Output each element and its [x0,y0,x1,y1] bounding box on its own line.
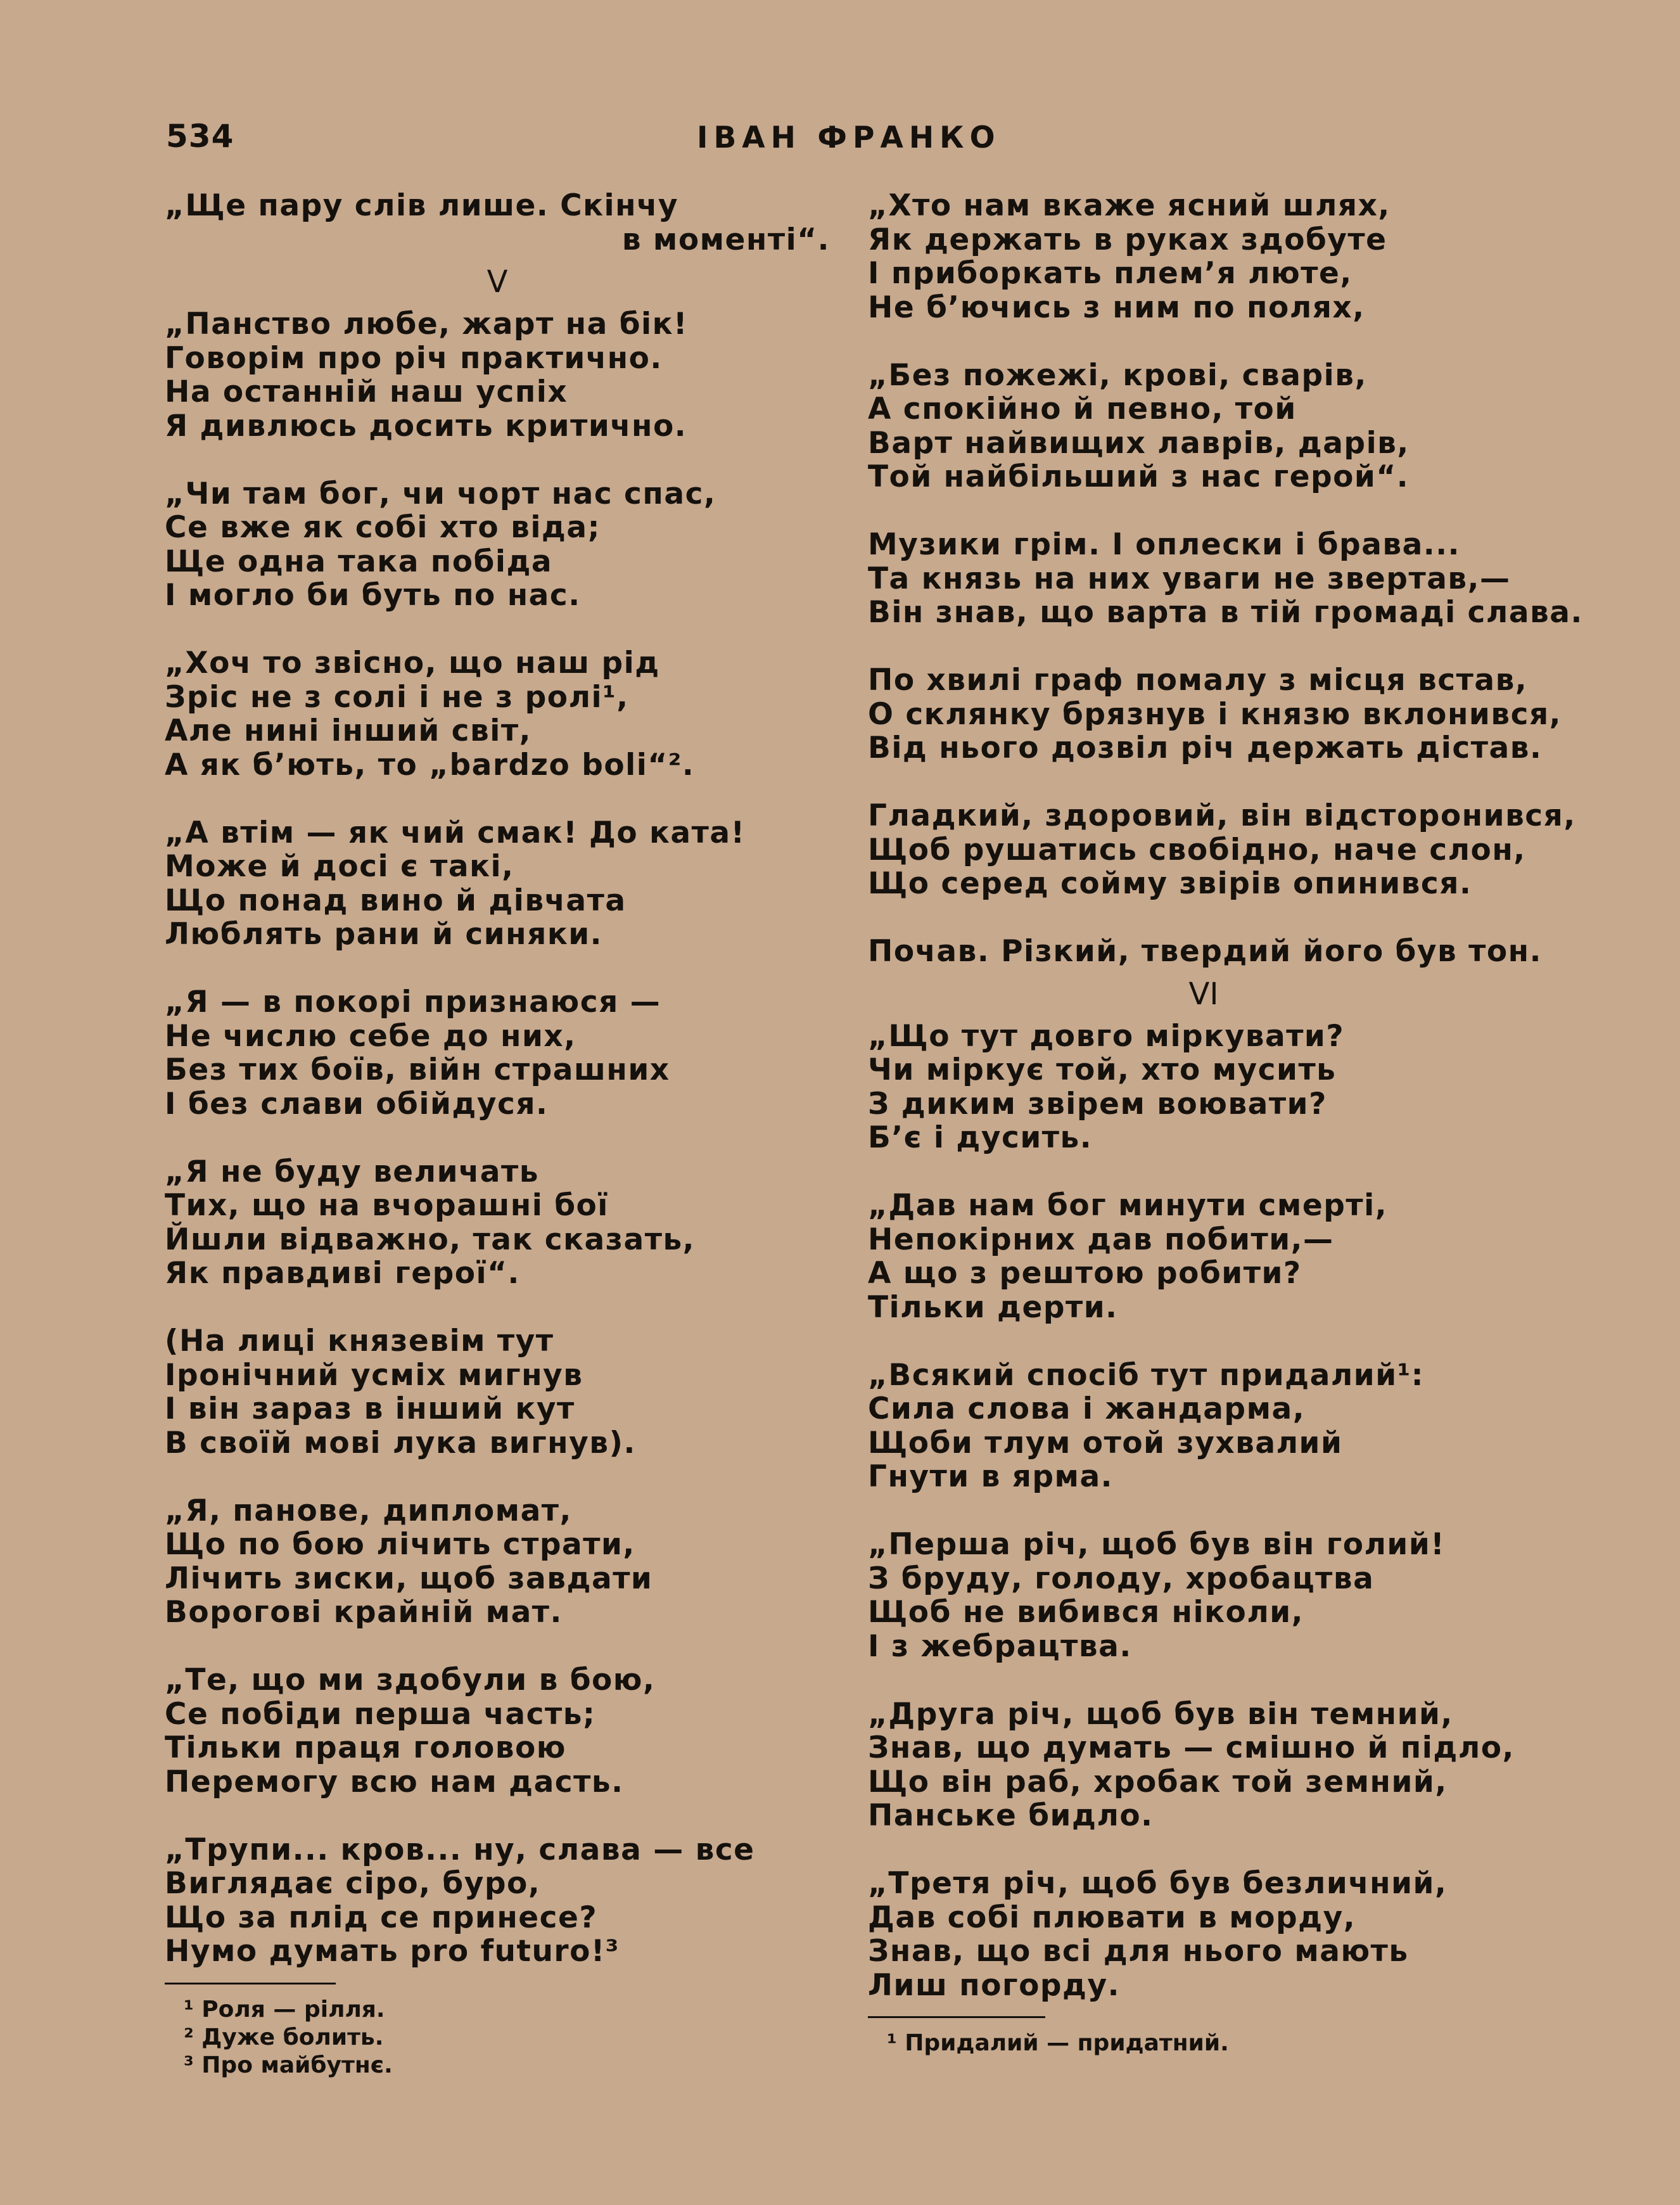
verse-line: І з жебрацтва. [868,1628,1132,1664]
verse-line: „Чи там бог, чи чорт нас спас, [165,476,716,511]
verse-line: Люблять рани й синяки. [165,917,603,952]
verse-line: Як держать в руках здобуте [868,222,1387,257]
verse-line: Знав, що думать — смішно й підло, [868,1730,1515,1765]
stanza [868,1697,1539,1833]
verse-line: Що понад вино й дівчата [165,883,627,918]
verse-line: Лиш погорду. [868,1967,1120,2003]
stanza [165,307,830,443]
verse-line: Ще одна така побіда [165,544,553,579]
verse-line: „Без пожежі, крові, сварів, [868,357,1367,393]
verse-line: Ворогові крайній мат. [165,1595,563,1630]
verse-line: Виглядає сіро, буро, [165,1866,541,1901]
verse-line: На останній наш успіх [165,374,568,409]
stanza [165,477,830,613]
verse-line: Знав, що всі для нього мають [868,1934,1409,1969]
footnote: ² Дуже болить. [184,2024,384,2050]
stanza [868,1358,1539,1494]
footnote-divider [868,2016,1045,2018]
verse-line: Сила слова і жандарма, [868,1391,1306,1426]
verse-line: Та князь на них уваги не звертав,— [868,561,1511,596]
verse-line: „Те, що ми здобули в бою, [165,1663,656,1697]
verse-line: І без слави обійдуся. [165,1086,549,1122]
stanza [868,663,1562,765]
verse-line: „А втім — як чий смак! До ката! [165,815,746,850]
verse-line: Говорім про річ практично. [165,340,663,376]
stanza [868,527,1583,630]
stanza [165,985,830,1121]
verse-line: Тільки дерти. [868,1289,1118,1325]
verse-line: „Дав нам бог минути смерті, [868,1188,1388,1223]
verse-line: „Друга річ, щоб був він темний, [868,1696,1453,1732]
verse-line: В своїй мові лука вигнув). [165,1425,636,1460]
verse-line: Гладкий, здоровий, він відсторонився, [868,798,1576,833]
verse-line: Щоб не вибився ніколи, [868,1595,1304,1630]
verse-line: Я дивлюсь досить критично. [165,408,687,444]
verse-line: Без тих боїв, війн страшних [165,1052,670,1087]
footnote: ³ Про майбутнє. [184,2052,393,2078]
verse-line: І могло би буть по нас. [165,578,581,613]
running-title: ІВАН ФРАНКО [697,120,1001,155]
verse-line: Від нього дозвіл річ держать дістав. [868,731,1543,765]
verse-line: А що з рештою робити? [868,1256,1302,1291]
verse-line: в моменті“. [621,222,830,257]
stanza [868,798,1576,901]
verse-line: Дав собі плювати в морду, [868,1900,1356,1935]
stanza [165,1663,830,1799]
verse-line: Се вже як собі хто віда; [165,510,601,545]
verse-line: Як правдиві герої“. [165,1256,520,1291]
verse-line: Непокірних дав побити,— [868,1222,1334,1257]
verse-line: Що він раб, хробак той земний, [868,1764,1448,1799]
right-column [868,188,1583,2057]
stanza [868,1528,1539,1663]
verse-line: „Я — в покорі признаюся — [165,985,661,1019]
stanza [165,1833,830,1969]
verse-line: І він зараз в інший кут [165,1391,575,1426]
stanza [868,1867,1539,2002]
verse-line: Панське бидло. [868,1798,1154,1833]
page-header [0,118,1680,162]
verse-line: Не б’ючись з ним по полях, [868,290,1365,325]
section-number: VI [1188,976,1219,1012]
verse-line: Нумо думать pro futuro!³ [165,1934,620,1969]
verse-line: З диким звірем воювати? [868,1086,1327,1122]
verse-line: Той найбільший з нас герой“. [868,459,1410,494]
footnotes [165,1996,830,2080]
stanza [868,359,1539,494]
verse-line: „Всякий спосіб тут придалий¹: [868,1357,1425,1393]
section-number: V [487,264,508,300]
verse-line: Перемогу всю нам дасть. [165,1764,624,1799]
verse-line: І приборкать плем’я люте, [868,256,1352,291]
stanza [165,646,830,782]
verse-line: Що за плід се принесе? [165,1900,598,1935]
verse-line: Не числю себе до них, [165,1018,576,1054]
stanza [165,1324,830,1460]
verse-line: Гнути в ярма. [868,1459,1114,1494]
verse-line: Йшли відважно, так сказать, [165,1222,696,1257]
verse-line: Варт найвищих лаврів, дарів, [868,425,1410,461]
verse-line: „Хоч то звісно, що наш рід [165,646,660,681]
stanza [868,189,1539,324]
verse-line: Чи міркує той, хто мусить [868,1052,1337,1087]
verse-line: По хвилі граф помалу з місця встав, [868,663,1528,698]
footnote-divider [165,1983,336,1984]
verse-line: „Я не буду величать [165,1154,539,1189]
verse-line: Музики грім. І оплески і брава... [868,527,1460,562]
verse-line: „Я, панове, дипломат, [165,1493,572,1528]
verse-line: „Хто нам вкаже ясний шлях, [868,188,1390,223]
verse-line: Зріс не з солі і не з ролі¹, [165,679,629,715]
verse-line: Щоби тлум отой зухвалий [868,1425,1343,1460]
footnotes [868,2029,1539,2057]
stanza [868,934,1542,969]
verse-line: Се побіди перша часть; [165,1696,596,1732]
verse-line: Але нині інший світ, [165,713,531,748]
verse-line: Тільки праця головою [165,1730,567,1765]
verse-line: Іронічний усміх мигнув [165,1357,583,1393]
verse-line: Може й досі є такі, [165,849,514,884]
footnote: ¹ Роля — рілля. [184,1996,385,2023]
verse-line: (На лиці князевім тут [165,1324,554,1358]
verse-line: Тих, що на вчорашні бої [165,1188,609,1223]
verse-line: Б’є і дусить. [868,1120,1093,1155]
verse-line: Лічить зиски, щоб завдати [165,1561,653,1596]
verse-line: З бруду, голоду, хробацтва [868,1561,1375,1596]
verse-line: Щоб рушатись свобідно, наче слон, [868,832,1526,867]
verse-line: „Панство любе, жарт на бік! [165,307,688,342]
left-column [165,189,830,2080]
stanza [165,1494,830,1630]
verse-line: А спокійно й певно, той [868,392,1297,426]
verse-line: Почав. Різкий, твердий його був тон. [868,934,1542,969]
page-number: 534 [166,118,234,155]
footnote: ¹ Придалий — придатний. [887,2030,1229,2056]
verse-line: „Трупи... кров... ну, слава — все [165,1832,755,1867]
verse-line: Що по бою лічить страти, [165,1527,635,1562]
stanza [165,816,830,952]
verse-line: „Третя річ, щоб був безличний, [868,1866,1448,1901]
verse-line: „Перша річ, щоб був він голий! [868,1527,1446,1562]
verse-line: „Ще пару слів лише. Скінчу [165,188,679,223]
stanza [868,1189,1539,1324]
verse-line: Він знав, що варта в тій громаді слава. [868,595,1583,630]
stanza [165,1155,830,1291]
verse-line: А як б’ють, то „bardzo boli“². [165,747,695,783]
verse-line: Що серед сойму звірів опинився. [868,866,1472,901]
verse-line: „Що тут довго міркувати? [868,1018,1345,1054]
stanza [868,1019,1539,1155]
verse-line: О склянку брязнув і князю вклонився, [868,696,1562,732]
